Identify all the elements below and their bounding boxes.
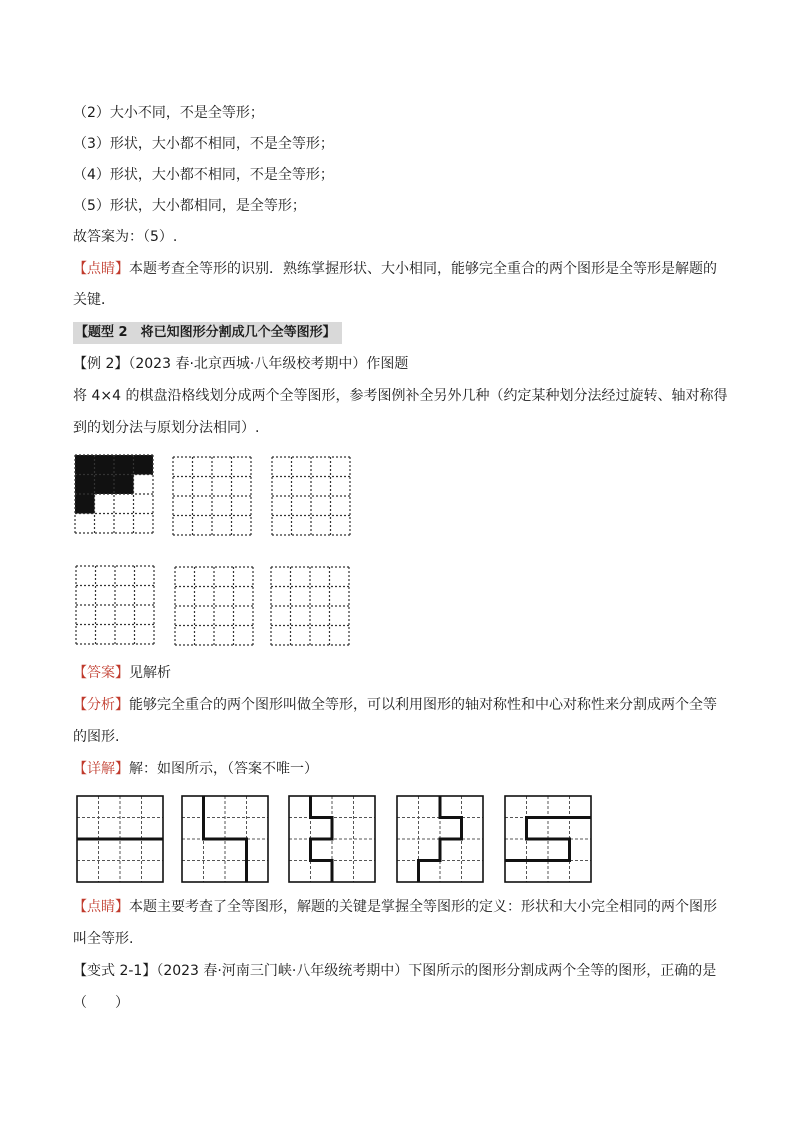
- answer-line-3: （3）形状，大小都不相同，不是全等形；: [73, 136, 334, 152]
- solution-grid: [77, 796, 163, 882]
- section-header: 【题型 2 将已知图形分割成几个全等图形】: [73, 322, 342, 344]
- comment-tag: 【点睛】: [73, 899, 129, 915]
- example-source: （2023 春·北京西城·八年级校考期中）作图题: [128, 356, 409, 372]
- answer-text: 见解析: [129, 665, 171, 681]
- comment-text: 本题主要考查了全等图形，解题的关键是掌握全等图形的定义：形状和大小完全相同的两个图形: [129, 899, 717, 915]
- final-answer: 故答案为：（5）.: [73, 229, 178, 245]
- solution-grid: [289, 796, 375, 882]
- answer-line-5: （5）形状，大小都相同，是全等形；: [73, 198, 306, 214]
- answer-line-2: （2）大小不同，不是全等形；: [73, 105, 264, 121]
- comment-text: 本题考查全等形的识别．熟练掌握形状、大小相同，能够完全重合的两个图形是全等形是解题的: [129, 261, 717, 277]
- analysis-tag: 【分析】: [73, 697, 129, 713]
- variant-choice-blank: （ ）: [73, 995, 129, 1011]
- comment-2-cont: 叫全等形.: [73, 931, 134, 947]
- example-tag: 【例 2】: [73, 356, 129, 372]
- solution-grid: [505, 796, 591, 882]
- comment-tag: 【点睛】: [73, 261, 129, 277]
- analysis-cont: 的图形.: [73, 729, 120, 745]
- division-cut-line: [311, 796, 333, 882]
- answer-line-4: （4）形状，大小都不相同，不是全等形；: [73, 167, 334, 183]
- variant-tag: 【变式 2-1】: [73, 963, 157, 979]
- analysis-text: 能够完全重合的两个图形叫做全等形，可以利用图形的轴对称性和中心对称性来分割成两个全等: [129, 697, 717, 713]
- variant-text: （2023 春·河南三门峡·八年级统考期中）下图所示的图形分割成两个全等的图形，正确的是: [156, 963, 717, 979]
- variant-2-1: [73, 961, 716, 981]
- detail-text: 解：如图所示，（答案不唯一）: [129, 761, 318, 777]
- comment-2: [73, 897, 717, 917]
- example-2-question: 将 4×4 的棋盘沿格线划分成两个全等图形，参考图例补全另外几种（约定某种划分法经过旋转、轴对称得: [73, 388, 728, 404]
- detail-tag: 【详解】: [73, 761, 129, 777]
- solution-grid: [397, 796, 483, 882]
- solution-grid: [182, 796, 268, 882]
- example-2-question-cont: 到的划分法与原划分法相同）.: [73, 420, 260, 436]
- comment-1-cont: 关键．: [73, 292, 115, 308]
- answer-tag: 【答案】: [73, 665, 129, 681]
